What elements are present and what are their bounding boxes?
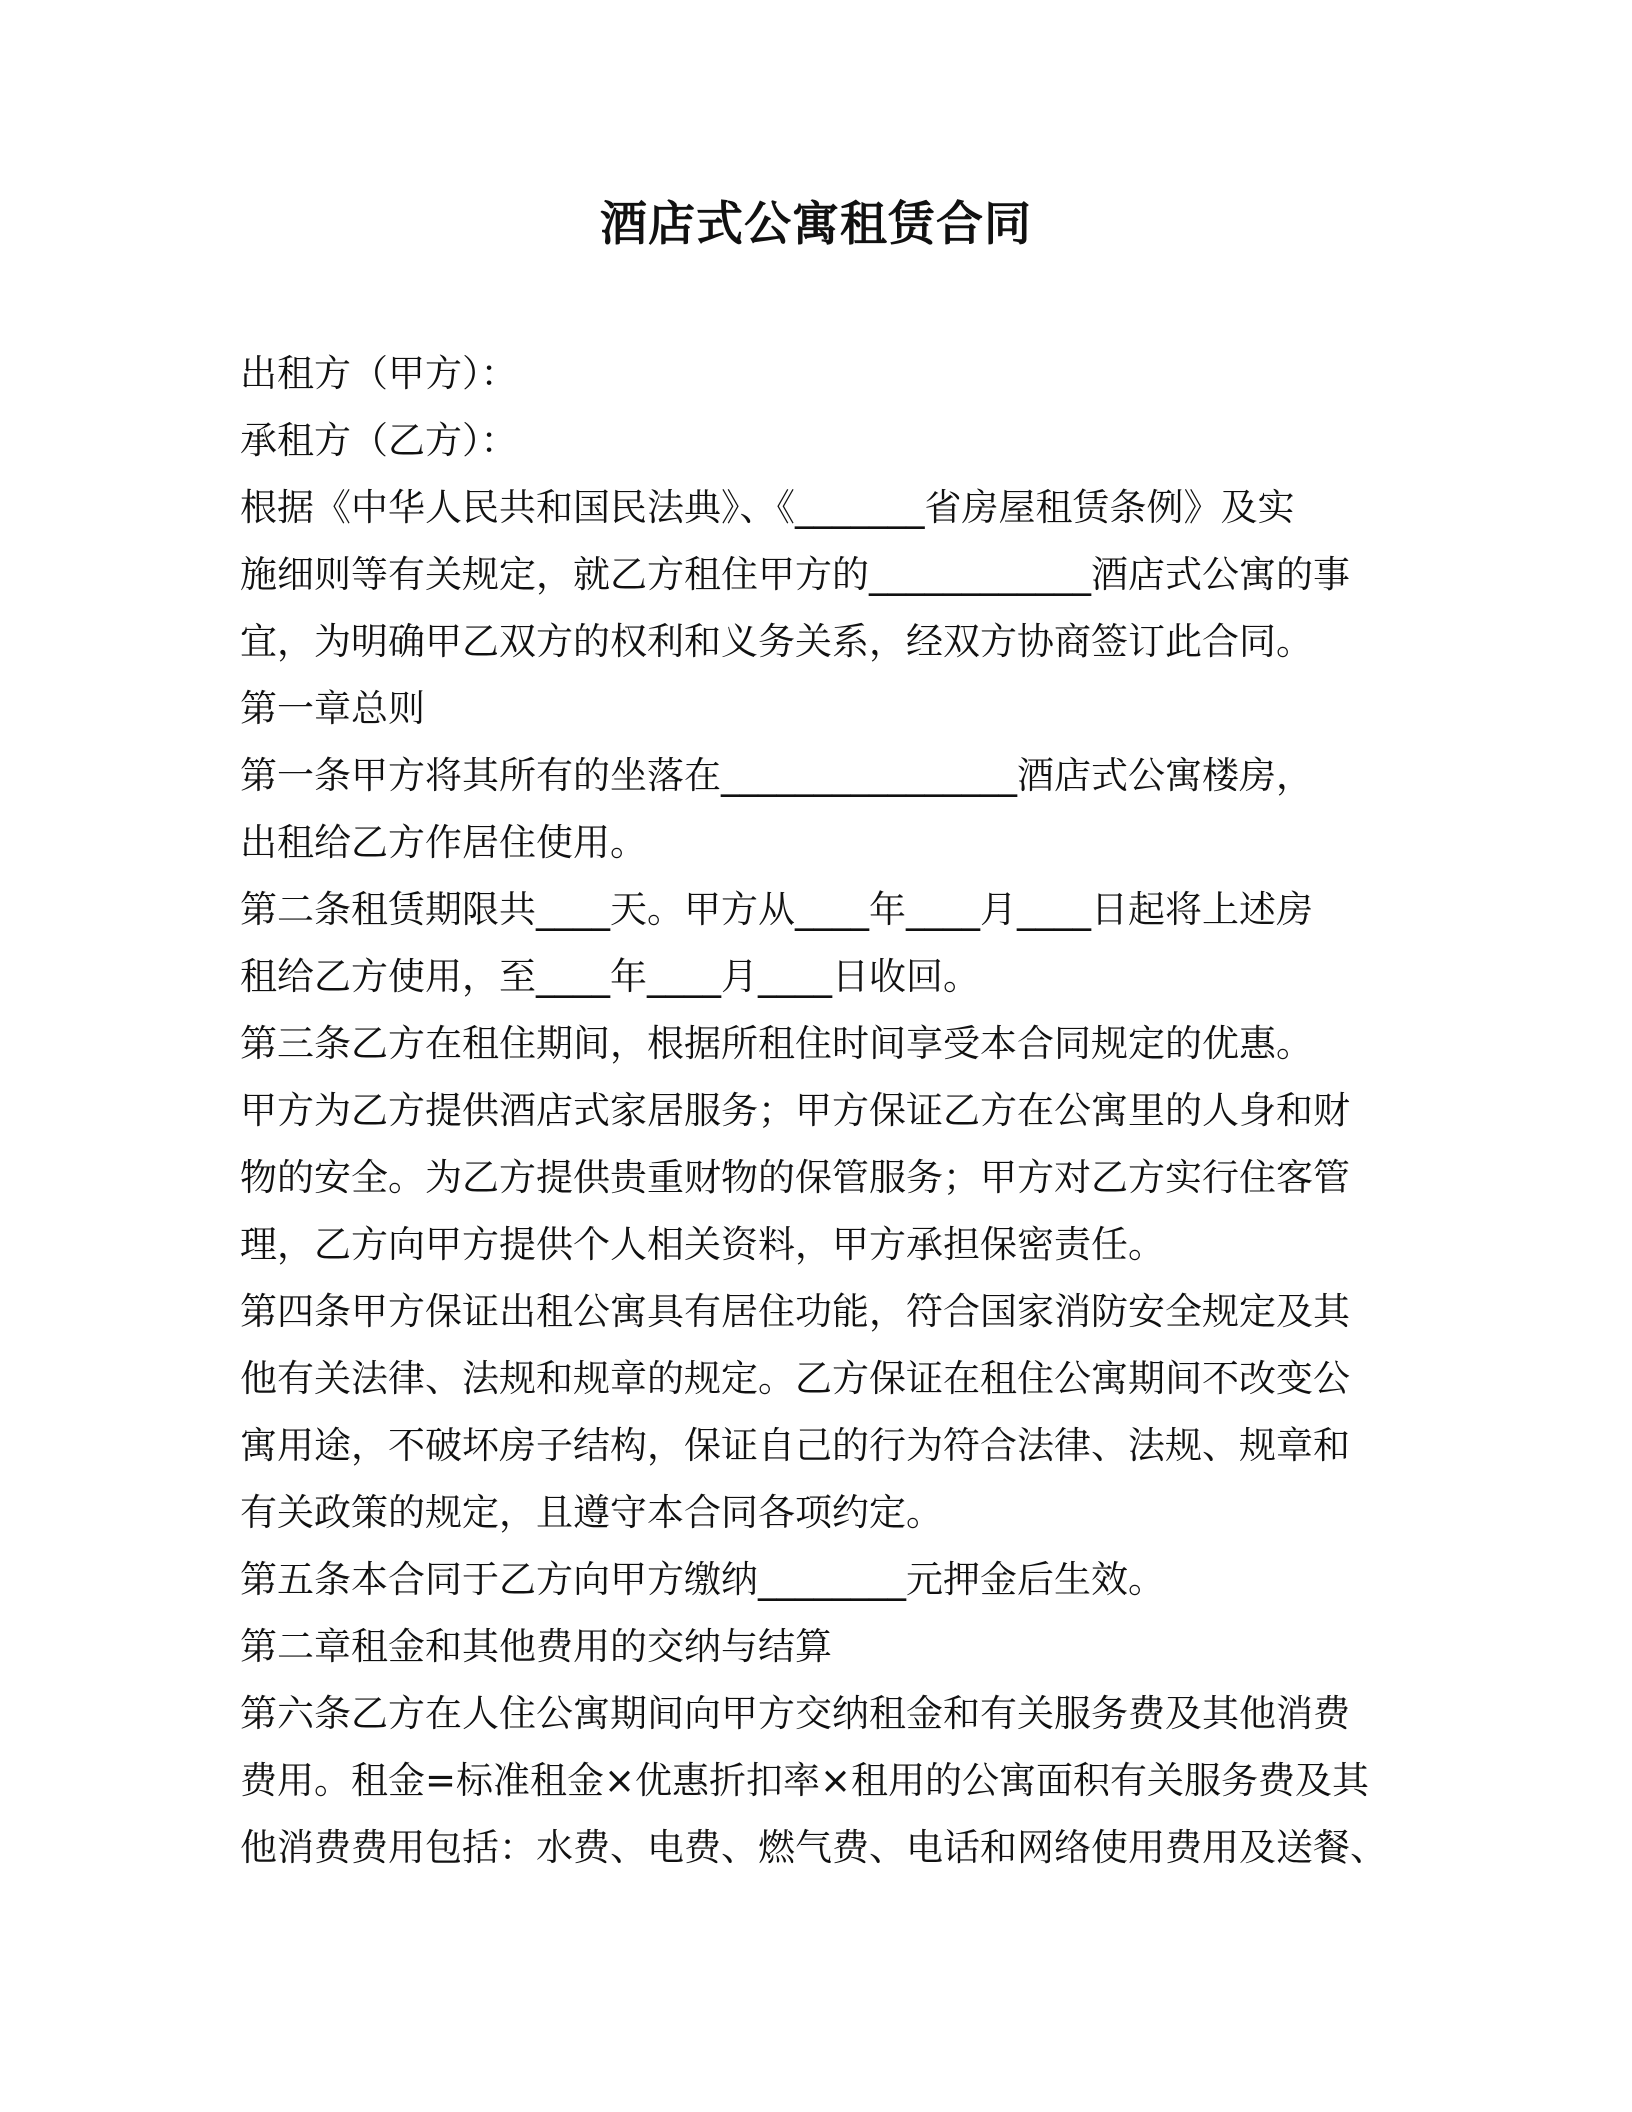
document-body [240,340,1400,1881]
article-6-line-1: 第六条乙方在人住公寓期间向甲方交纳租金和有关服务费及其他消费 [240,1692,1350,1735]
article-1-line-2: 出租给乙方作居住使用。 [240,821,647,864]
chapter-1-heading: 第一章总则 [240,687,425,730]
article-4-line-3: 寓用途，不破坏房子结构，保证自己的行为符合法律、法规、规章和 [240,1424,1350,1467]
party-a-line: 出租方（甲方）： [240,352,518,395]
party-b-line: 承租方（乙方）： [240,419,518,462]
article-1-line-1: 第一条甲方将其所有的坐落在________________酒店式公寓楼房， [240,754,1313,797]
article-2-line-1: 第二条租赁期限共____天。甲方从____年____月____日起将上述房 [240,888,1313,931]
preamble-line-1: 根据《中华人民共和国民法典》、《_______省房屋租赁条例》及实 [240,486,1295,529]
article-2-line-2: 租给乙方使用，至____年____月____日收回。 [240,955,980,998]
article-6-line-2: 费用。租金=标准租金×优惠折扣率×租用的公寓面积有关服务费及其 [240,1759,1370,1802]
article-6-line-3: 他消费费用包括：水费、电费、燃气费、电话和网络使用费用及送餐、 [240,1826,1387,1869]
article-5-line-1: 第五条本合同于乙方向甲方缴纳________元押金后生效。 [240,1558,1165,1601]
preamble-line-3: 宜，为明确甲乙双方的权利和义务关系，经双方协商签订此合同。 [240,620,1313,663]
article-4-line-4: 有关政策的规定，且遵守本合同各项约定。 [240,1491,943,1534]
article-3-line-2: 甲方为乙方提供酒店式家居服务；甲方保证乙方在公寓里的人身和财 [240,1089,1350,1132]
preamble-line-2: 施细则等有关规定，就乙方租住甲方的____________酒店式公寓的事 [240,553,1350,596]
article-4-line-2: 他有关法律、法规和规章的规定。乙方保证在租住公寓期间不改变公 [240,1357,1350,1400]
article-3-line-4: 理，乙方向甲方提供个人相关资料，甲方承担保密责任。 [240,1223,1165,1266]
chapter-2-heading: 第二章租金和其他费用的交纳与结算 [240,1625,832,1668]
article-3-line-3: 物的安全。为乙方提供贵重财物的保管服务；甲方对乙方实行住客管 [240,1156,1350,1199]
article-4-line-1: 第四条甲方保证出租公寓具有居住功能，符合国家消防安全规定及其 [240,1290,1350,1333]
document-title: 酒店式公寓租赁合同 [600,197,1032,252]
article-3-line-1: 第三条乙方在租住期间，根据所租住时间享受本合同规定的优惠。 [240,1022,1313,1065]
